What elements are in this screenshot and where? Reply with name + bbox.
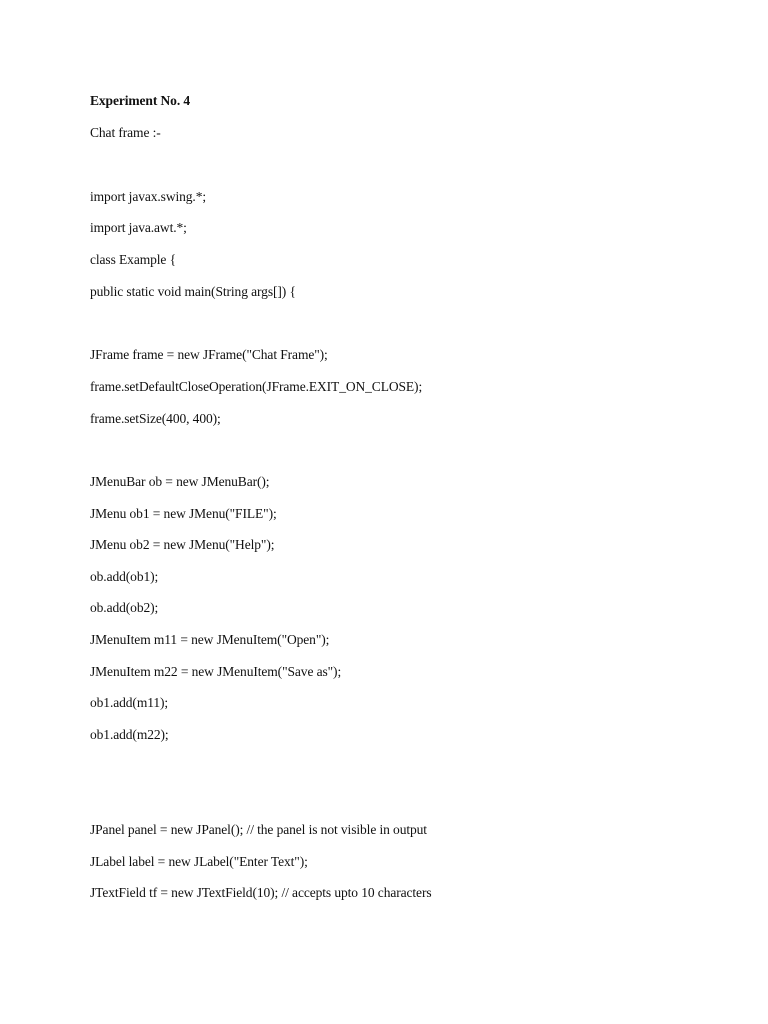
code-line: JMenu ob2 = new JMenu("Help"); — [90, 537, 275, 552]
code-line: JMenuItem m22 = new JMenuItem("Save as"); — [90, 664, 342, 679]
section-subtitle: Chat frame :- — [90, 125, 161, 140]
code-line: JMenuItem m11 = new JMenuItem("Open"); — [90, 632, 330, 647]
code-line: JMenuBar ob = new JMenuBar(); — [90, 474, 270, 489]
code-line: class Example { — [90, 252, 176, 267]
code-line: ob1.add(m11); — [90, 695, 169, 710]
code-line: JFrame frame = new JFrame("Chat Frame"); — [90, 347, 328, 362]
code-line: import java.awt.*; — [90, 220, 187, 235]
code-line: public static void main(String args[]) { — [90, 284, 296, 299]
code-line: import javax.swing.*; — [90, 189, 207, 204]
code-line: JPanel panel = new JPanel(); // the panel is not visible in output — [90, 822, 427, 837]
code-line: ob.add(ob2); — [90, 600, 159, 615]
code-line: JMenu ob1 = new JMenu("FILE"); — [90, 506, 277, 521]
code-line: frame.setSize(400, 400); — [90, 411, 221, 426]
code-line: frame.setDefaultCloseOperation(JFrame.EXIT_ON_CLOSE); — [90, 379, 423, 394]
code-line: JLabel label = new JLabel("Enter Text"); — [90, 854, 308, 869]
code-line: ob1.add(m22); — [90, 727, 169, 742]
code-line: JTextField tf = new JTextField(10); // accepts upto 10 characters — [90, 885, 432, 900]
code-line: ob.add(ob1); — [90, 569, 159, 584]
experiment-title: Experiment No. 4 — [90, 93, 191, 108]
